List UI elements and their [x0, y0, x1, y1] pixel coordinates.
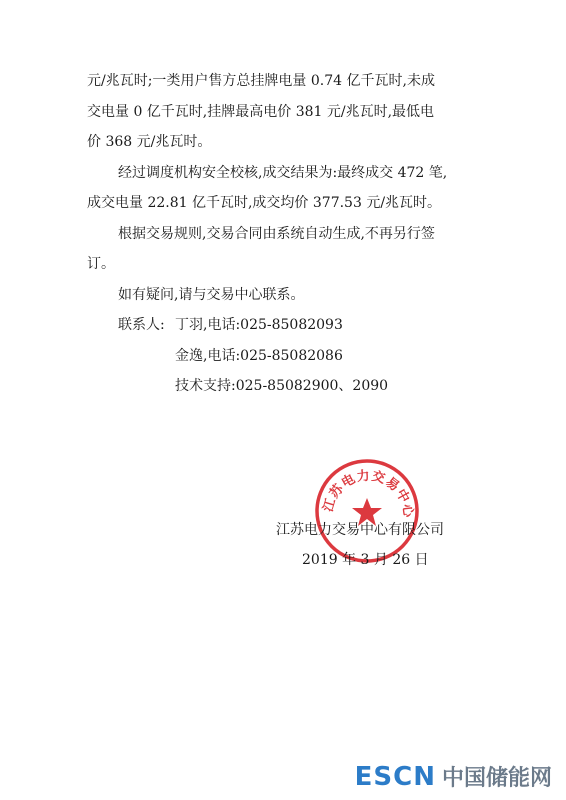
signature-date: 2019 年 3 月 26 日: [302, 552, 429, 568]
paragraph-4-line-1: 如有疑问,请与交易中心联系。: [118, 287, 305, 303]
seal-text: 江苏电力交易中心: [320, 468, 416, 520]
company-seal: [312, 456, 422, 566]
contact-3: 技术支持:025-85082900、2090: [175, 378, 389, 394]
paragraph-2-line-2: 成交电量 22.81 亿千瓦时,成交均价 377.53 元/兆瓦时。: [87, 195, 442, 211]
paragraph-3-line-1: 根据交易规则,交易合同由系统自动生成,不再另行签: [118, 226, 435, 242]
paragraph-1-line-1: 元/兆瓦时;一类用户售方总挂牌电量 0.74 亿千瓦时,未成: [87, 73, 435, 89]
contact-2: 金逸,电话:025-85082086: [175, 348, 343, 364]
signature-org: 江苏电力交易中心有限公司: [276, 522, 444, 538]
watermark-logo-en: ESCN: [354, 761, 436, 792]
contact-label: 联系人:: [118, 317, 165, 333]
paragraph-1-line-2: 交电量 0 亿千瓦时,挂牌最高电价 381 元/兆瓦时,最低电: [87, 104, 435, 120]
site-watermark: [355, 761, 552, 792]
paragraph-3-line-2: 订。: [87, 256, 115, 272]
contact-1: 丁羽,电话:025-85082093: [175, 317, 343, 333]
paragraph-2-line-1: 经过调度机构安全校核,成交结果为:最终成交 472 笔,: [118, 165, 448, 181]
paragraph-1-line-3: 价 368 元/兆瓦时。: [87, 134, 212, 150]
watermark-logo-cn: 中国储能网: [441, 766, 552, 791]
